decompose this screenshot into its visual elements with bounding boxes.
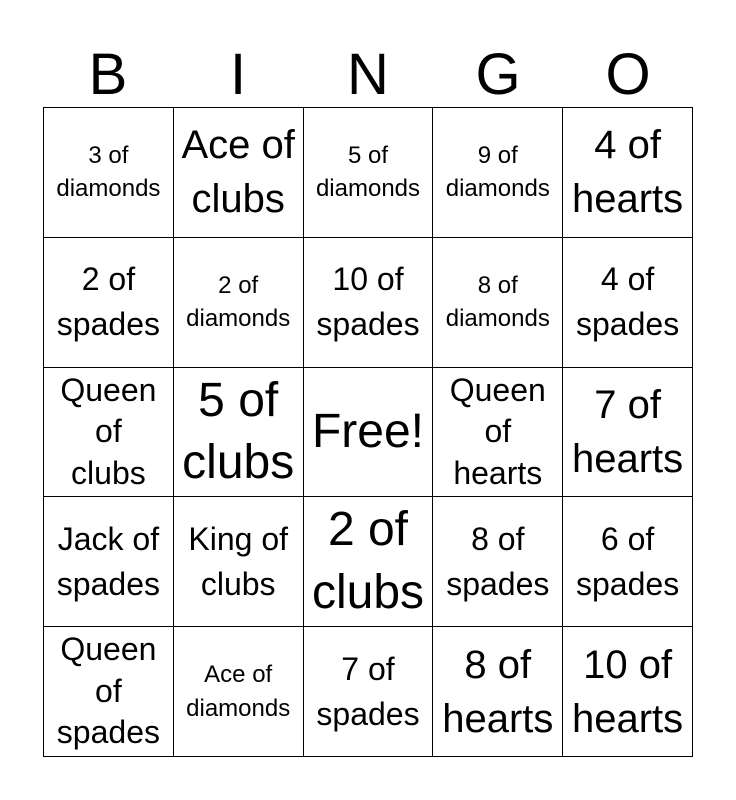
- bingo-cell[interactable]: [44, 368, 174, 498]
- cell-label: 7 of hearts: [572, 382, 684, 481]
- bingo-cell[interactable]: [304, 238, 434, 368]
- cell-label: Jack of spades: [56, 520, 160, 602]
- cell-label: 6 of spades: [576, 520, 680, 602]
- header-letter-n: N: [347, 42, 389, 107]
- header-letter-b: B: [88, 42, 128, 107]
- cell-label: 10 of spades: [316, 261, 420, 343]
- cell-label: 9 of diamonds: [445, 141, 550, 203]
- header-letter-g: G: [475, 42, 521, 107]
- bingo-cell[interactable]: [174, 627, 304, 757]
- free-space-label: Free!: [311, 404, 424, 458]
- bingo-cell[interactable]: [304, 627, 434, 757]
- cell-label: 10 of hearts: [572, 642, 684, 741]
- cell-label: Queen of spades: [56, 631, 160, 751]
- cell-label: 2 of spades: [56, 261, 160, 343]
- bingo-cell[interactable]: [563, 108, 693, 238]
- cell-label: 3 of diamonds: [56, 141, 161, 203]
- cell-label: 8 of diamonds: [445, 271, 550, 333]
- bingo-cell[interactable]: [174, 108, 304, 238]
- bingo-cell[interactable]: [44, 108, 174, 238]
- bingo-cell[interactable]: [563, 238, 693, 368]
- header-letter-o: O: [605, 42, 651, 107]
- cell-label: King of clubs: [188, 520, 288, 602]
- cell-label: 5 of clubs: [182, 373, 295, 489]
- bingo-cell[interactable]: [174, 497, 304, 627]
- cell-label: 2 of diamonds: [186, 271, 291, 333]
- bingo-cell[interactable]: [174, 238, 304, 368]
- bingo-cell[interactable]: [304, 497, 434, 627]
- cell-label: 5 of diamonds: [315, 141, 421, 203]
- bingo-cell[interactable]: [433, 497, 563, 627]
- bingo-cell[interactable]: [433, 627, 563, 757]
- cell-label: 8 of hearts: [442, 642, 554, 741]
- cell-label: Ace of clubs: [181, 123, 295, 222]
- cell-label: 4 of hearts: [572, 123, 684, 222]
- bingo-cell[interactable]: [44, 627, 174, 757]
- bingo-cell[interactable]: [563, 497, 693, 627]
- cell-label: Queen of hearts: [449, 371, 546, 491]
- bingo-cell[interactable]: [44, 238, 174, 368]
- header-letter-i: I: [229, 42, 247, 107]
- bingo-cell[interactable]: [433, 108, 563, 238]
- cell-label: 7 of spades: [316, 650, 420, 732]
- bingo-cell[interactable]: [44, 497, 174, 627]
- cell-label: 8 of spades: [446, 520, 550, 602]
- bingo-cell-free[interactable]: [304, 368, 434, 498]
- cell-label: 2 of clubs: [311, 503, 425, 619]
- bingo-header: [43, 40, 693, 110]
- bingo-cell[interactable]: [563, 627, 693, 757]
- cell-label: 4 of spades: [576, 261, 680, 343]
- bingo-cell[interactable]: [433, 368, 563, 498]
- bingo-grid: [43, 107, 693, 757]
- bingo-cell[interactable]: [174, 368, 304, 498]
- cell-label: Queen of clubs: [60, 371, 157, 491]
- cell-label: Ace of diamonds: [186, 661, 291, 722]
- bingo-cell[interactable]: [304, 108, 434, 238]
- bingo-cell[interactable]: [563, 368, 693, 498]
- bingo-cell[interactable]: [433, 238, 563, 368]
